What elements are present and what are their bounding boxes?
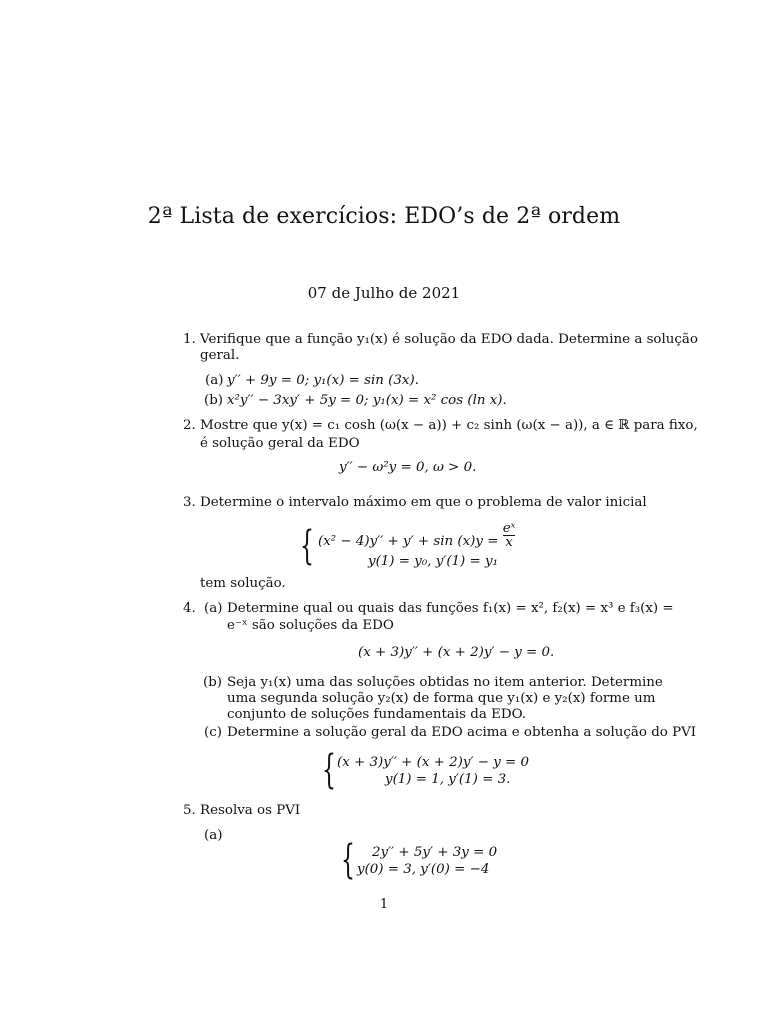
exercise-number: 1. — [183, 332, 196, 347]
exercise-number: 5. — [183, 803, 196, 818]
exercise-text: Determine qual ou quais das funções f₁(x) = x², f₂(x) = x³ e f₃(x) = — [227, 601, 674, 616]
equation: (x + 3)y′′ + (x + 2)y′ − y = 0 — [337, 755, 530, 770]
item-label: (a) — [204, 828, 223, 843]
exercise-text: é solução geral da EDO — [200, 436, 360, 451]
equation: y′′ + 9y = 0; y₁(x) = sin (3x). — [227, 373, 419, 388]
item-label: (c) — [204, 725, 222, 740]
exercise-number: 4. — [183, 601, 196, 616]
fraction-denominator: x — [503, 535, 516, 549]
page-number: 1 — [379, 897, 389, 912]
exercise-text: Verifique que a função y₁(x) é solução da EDO dada. Determine a solução — [200, 332, 698, 347]
equation: (x + 3)y′′ + (x + 2)y′ − y = 0. — [358, 645, 555, 660]
exercise-text: uma segunda solução y₂(x) de forma que y₁(x) e y₂(x) forme um — [227, 691, 656, 706]
fraction — [503, 522, 516, 549]
left-brace: { — [322, 747, 336, 793]
exercise-text: Mostre que y(x) = c₁ cosh (ω(x − a)) + c₂ sinh (ω(x − a)), a ∈ ℝ para fixo, — [200, 418, 698, 433]
equation: 2y′′ + 5y′ + 3y = 0 — [372, 845, 498, 860]
system-line-1: (x² − 4)y′′ + y′ + sin (x)y = — [318, 534, 499, 549]
exercise-text: Seja y₁(x) uma das soluções obtidas no item anterior. Determine — [227, 675, 663, 690]
exercise-text: Resolva os PVI — [200, 803, 301, 818]
fraction-numerator: eˣ — [502, 521, 516, 536]
equation: y(1) = 1, y′(1) = 3. — [385, 772, 511, 787]
exercise-number: 2. — [183, 418, 196, 433]
exercise-text: tem solução. — [200, 576, 286, 591]
equation: y(0) = 3, y′(0) = −4 — [357, 862, 490, 877]
exercise-number: 3. — [183, 495, 196, 510]
item-label: (a) — [204, 601, 223, 616]
exercise-text: geral. — [200, 348, 240, 363]
left-brace: { — [300, 523, 314, 569]
item-label: (b) — [203, 675, 223, 690]
item-label: (a) — [205, 373, 224, 388]
page-title: 2ª Lista de exercícios: EDO’s de 2ª ordem — [147, 204, 621, 229]
exercise-text: e⁻ˣ são soluções da EDO — [227, 618, 394, 633]
exercise-text: Determine a solução geral da EDO acima e obtenha a solução do PVI — [227, 725, 697, 740]
item-label: (b) — [204, 393, 224, 408]
exercise-text: Determine o intervalo máximo em que o problema de valor inicial — [200, 495, 647, 510]
equation — [318, 521, 516, 550]
equation: y(1) = y₀, y′(1) = y₁ — [368, 554, 498, 569]
document-date: 07 de Julho de 2021 — [307, 284, 461, 302]
equation: y′′ − ω²y = 0, ω > 0. — [339, 460, 477, 475]
exercise-text: conjunto de soluções fundamentais da EDO. — [227, 707, 527, 722]
left-brace: { — [341, 837, 355, 883]
equation: x²y′′ − 3xy′ + 5y = 0; y₁(x) = x² cos (ln x). — [227, 393, 507, 408]
